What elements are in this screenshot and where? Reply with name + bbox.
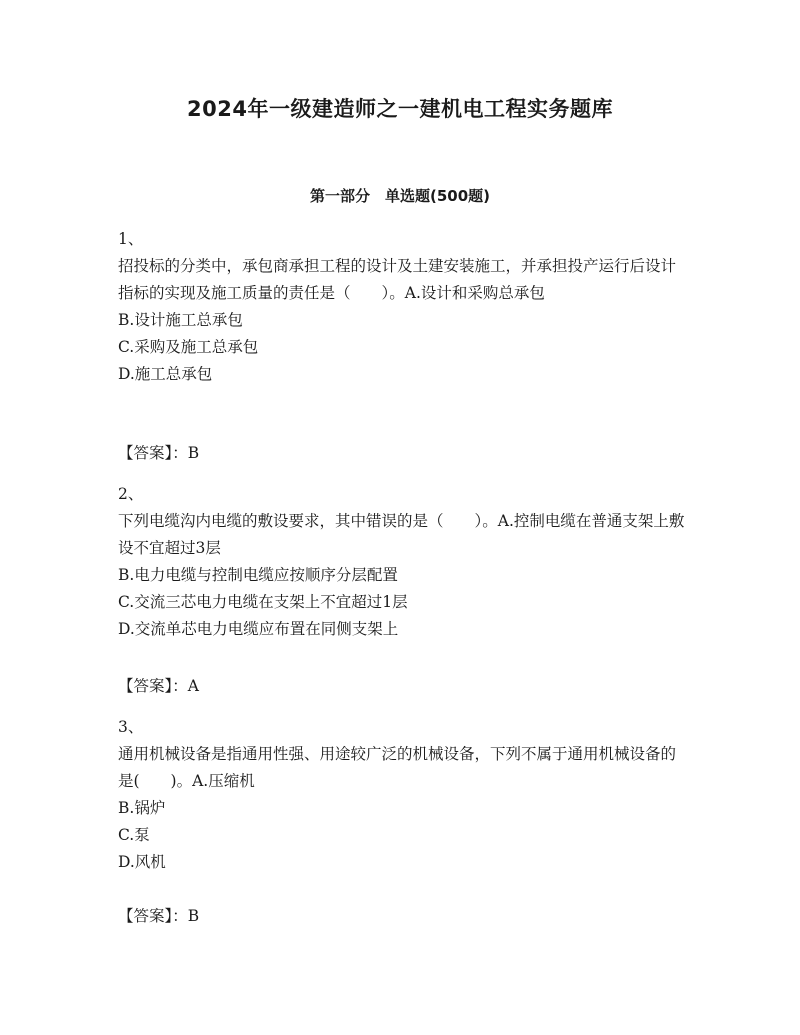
answer-label: 【答案】 xyxy=(118,677,173,695)
option-d: D.施工总承包 xyxy=(118,365,213,383)
option-c: C.泵 xyxy=(118,826,150,844)
option-c: C.采购及施工总承包 xyxy=(118,338,259,356)
question-stem: 下列电缆沟内电缆的敷设要求，其中错误的是（ ）。A.控制电缆在普通支架上敷设不宜超过3层 xyxy=(118,512,685,557)
option-d: D.交流单芯电力电缆应布置在同侧支架上 xyxy=(118,620,399,638)
option-c: C.交流三芯电力电缆在支架上不宜超过1层 xyxy=(118,593,408,611)
answer-value: ：B xyxy=(172,444,200,462)
answer-1 xyxy=(118,440,199,467)
section-title: 第一部分 单选题(500题) xyxy=(309,187,491,205)
question-number: 3、 xyxy=(118,718,144,736)
answer-value: ：A xyxy=(172,677,199,695)
answer-label: 【答案】 xyxy=(118,444,173,462)
option-b: B.锅炉 xyxy=(118,799,166,817)
option-b: B.设计施工总承包 xyxy=(118,311,243,329)
option-d: D.风机 xyxy=(118,853,166,871)
option-b: B.电力电缆与控制电缆应按顺序分层配置 xyxy=(118,566,398,584)
answer-label: 【答案】 xyxy=(118,907,173,925)
question-1 xyxy=(118,226,688,388)
question-3 xyxy=(118,714,688,876)
question-stem: 通用机械设备是指通用性强、用途较广泛的机械设备，下列不属于通用机械设备的是( )。A.压缩机 xyxy=(118,745,677,790)
document-title: 2024年一级建造师之一建机电工程实务题库 xyxy=(187,97,613,121)
answer-3 xyxy=(118,903,199,930)
answer-2 xyxy=(118,673,199,700)
question-2 xyxy=(118,481,688,643)
answer-value: ：B xyxy=(172,907,200,925)
question-number: 2、 xyxy=(118,485,144,503)
question-number: 1、 xyxy=(118,230,144,248)
question-stem: 招投标的分类中，承包商承担工程的设计及土建安装施工，并承担投产运行后设计指标的实现及施工质量的责任是（ ）。A.设计和采购总承包 xyxy=(118,257,677,302)
